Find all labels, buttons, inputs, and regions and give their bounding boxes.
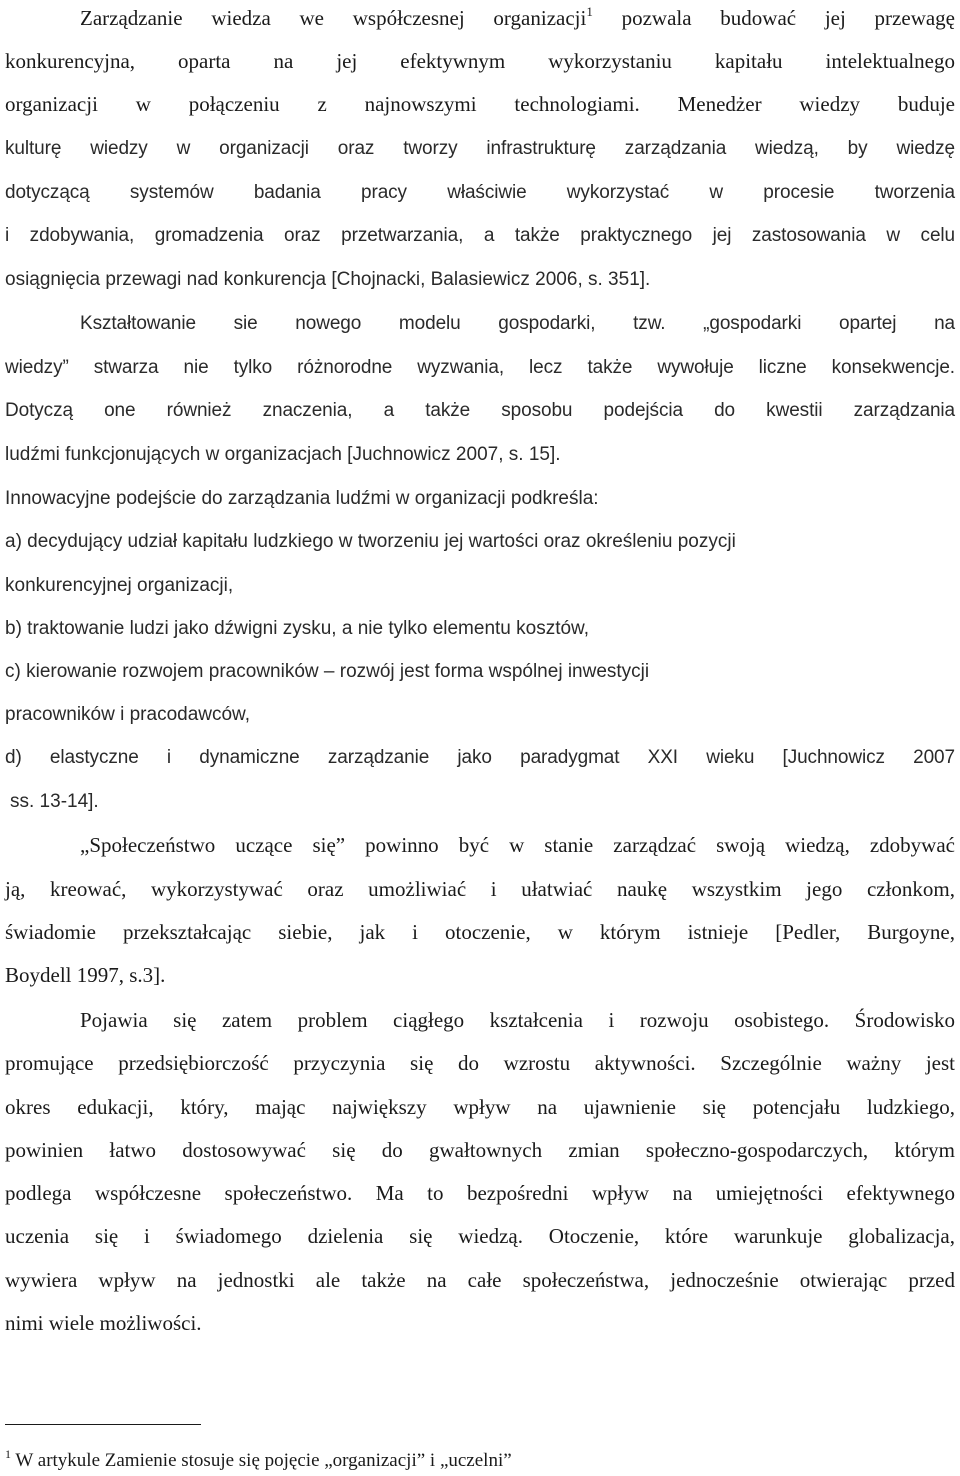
text-line: organizacji w połączeniu z najnowszymi technologiami. Menedżer wiedzy buduje (5, 92, 955, 116)
list-item-continuation: pracowników i pracodawców, (5, 704, 251, 725)
text-line: ją, kreować, wykorzystywać oraz umożliwiać i ułatwiać naukę wszystkim jego członkom, (5, 877, 955, 901)
footnote-text: W artykule Zamienie stosuje się pojęcie „organizacji” i „uczelni” (15, 1450, 512, 1471)
footnote (5, 1448, 955, 1475)
list-item: d) elastyczne i dynamiczne zarządzanie jako paradygmat XXI wieku [Juchnowicz 2007 (5, 747, 955, 768)
text-line: świadomie przekształcając siebie, jak i otoczenie, w którym istnieje [Pedler, Burgoyne, (5, 920, 955, 944)
text-line: uczenia się i świadomego dzielenia się wiedzą. Otoczenie, które warunkuje globalizacja, (5, 1224, 955, 1248)
text-line: Kształtowanie sie nowego modelu gospodarki, tzw. „gospodarki opartej na (80, 313, 955, 334)
text-line: Zarządzanie wiedza we współczesnej organizacji$^1$ pozwala budować jej przewagę (80, 4, 956, 30)
text-line: wiedzy” stwarza nie tylko różnorodne wyzwania, lecz także wywołuje liczne konsekwencje. (5, 357, 955, 378)
text-line: osiągnięcia przewagi nad konkurencja [Chojnacki, Balasiewicz 2006, s. 351]. (5, 269, 651, 290)
list-item: a) decydujący udział kapitału ludzkiego w tworzeniu jej wartości oraz określeniu pozycji (5, 531, 736, 552)
text-line: Boydell 1997, s.3]. (5, 963, 166, 987)
list-item: b) traktowanie ludzi jako dźwigni zysku, a nie tylko elementu kosztów, (5, 618, 589, 639)
text-line: promujące przedsiębiorczość przyczynia się do wzrostu aktywności. Szczególnie ważny jest (5, 1051, 955, 1075)
text-line: okres edukacji, który, mając największy wpływ na ujawnienie się potencjału ludzkiego, (5, 1095, 955, 1119)
list-item-continuation: konkurencyjnej organizacji, (5, 575, 234, 596)
text-line: powinien łatwo dostosowywać się do gwałtownych zmian społeczno-gospodarczych, którym (5, 1138, 955, 1162)
text-line: Innowacyjne podejście do zarządzania ludźmi w organizacji podkreśla: (5, 488, 599, 509)
text-line: „Społeczeństwo uczące się” powinno być w stanie zarządzać swoją wiedzą, zdobywać (80, 833, 955, 857)
footnote-separator (5, 1424, 201, 1425)
footnote-reference[interactable]: 1 (586, 4, 593, 19)
list-item: c) kierowanie rozwojem pracowników – rozwój jest forma wspólnej inwestycji (5, 661, 650, 682)
text-line: Pojawia się zatem problem ciągłego kształcenia i rozwoju osobistego. Środowisko (80, 1008, 955, 1032)
text-line: Dotyczą one również znaczenia, a także sposobu podejścia do kwestii zarządzania (5, 400, 955, 421)
text-line: kulturę wiedzy w organizacji oraz tworzy infrastrukturę zarządzania wiedzą, by wiedzę (5, 138, 955, 159)
footnote-marker: 1 (5, 1447, 11, 1461)
text-line: wywiera wpływ na jednostki ale także na całe społeczeństwa, jednocześnie otwierając przed (5, 1268, 955, 1292)
text-line: ludźmi funkcjonujących w organizacjach [Juchnowicz 2007, s. 15]. (5, 444, 561, 465)
text-line: podlega współczesne społeczeństwo. Ma to bezpośredni wpływ na umiejętności efektywnego (5, 1181, 955, 1205)
text-line: nimi wiele możliwości. (5, 1311, 202, 1335)
text-line: i zdobywania, gromadzenia oraz przetwarzania, a także praktycznego jej zastosowania w celu (5, 225, 955, 246)
text-line: konkurencyjna, oparta na jej efektywnym wykorzystaniu kapitału intelektualnego (5, 49, 955, 73)
text-line: dotyczącą systemów badania pracy właściwie wykorzystać w procesie tworzenia (5, 182, 955, 203)
list-item-continuation: ss. 13-14]. (10, 791, 99, 812)
